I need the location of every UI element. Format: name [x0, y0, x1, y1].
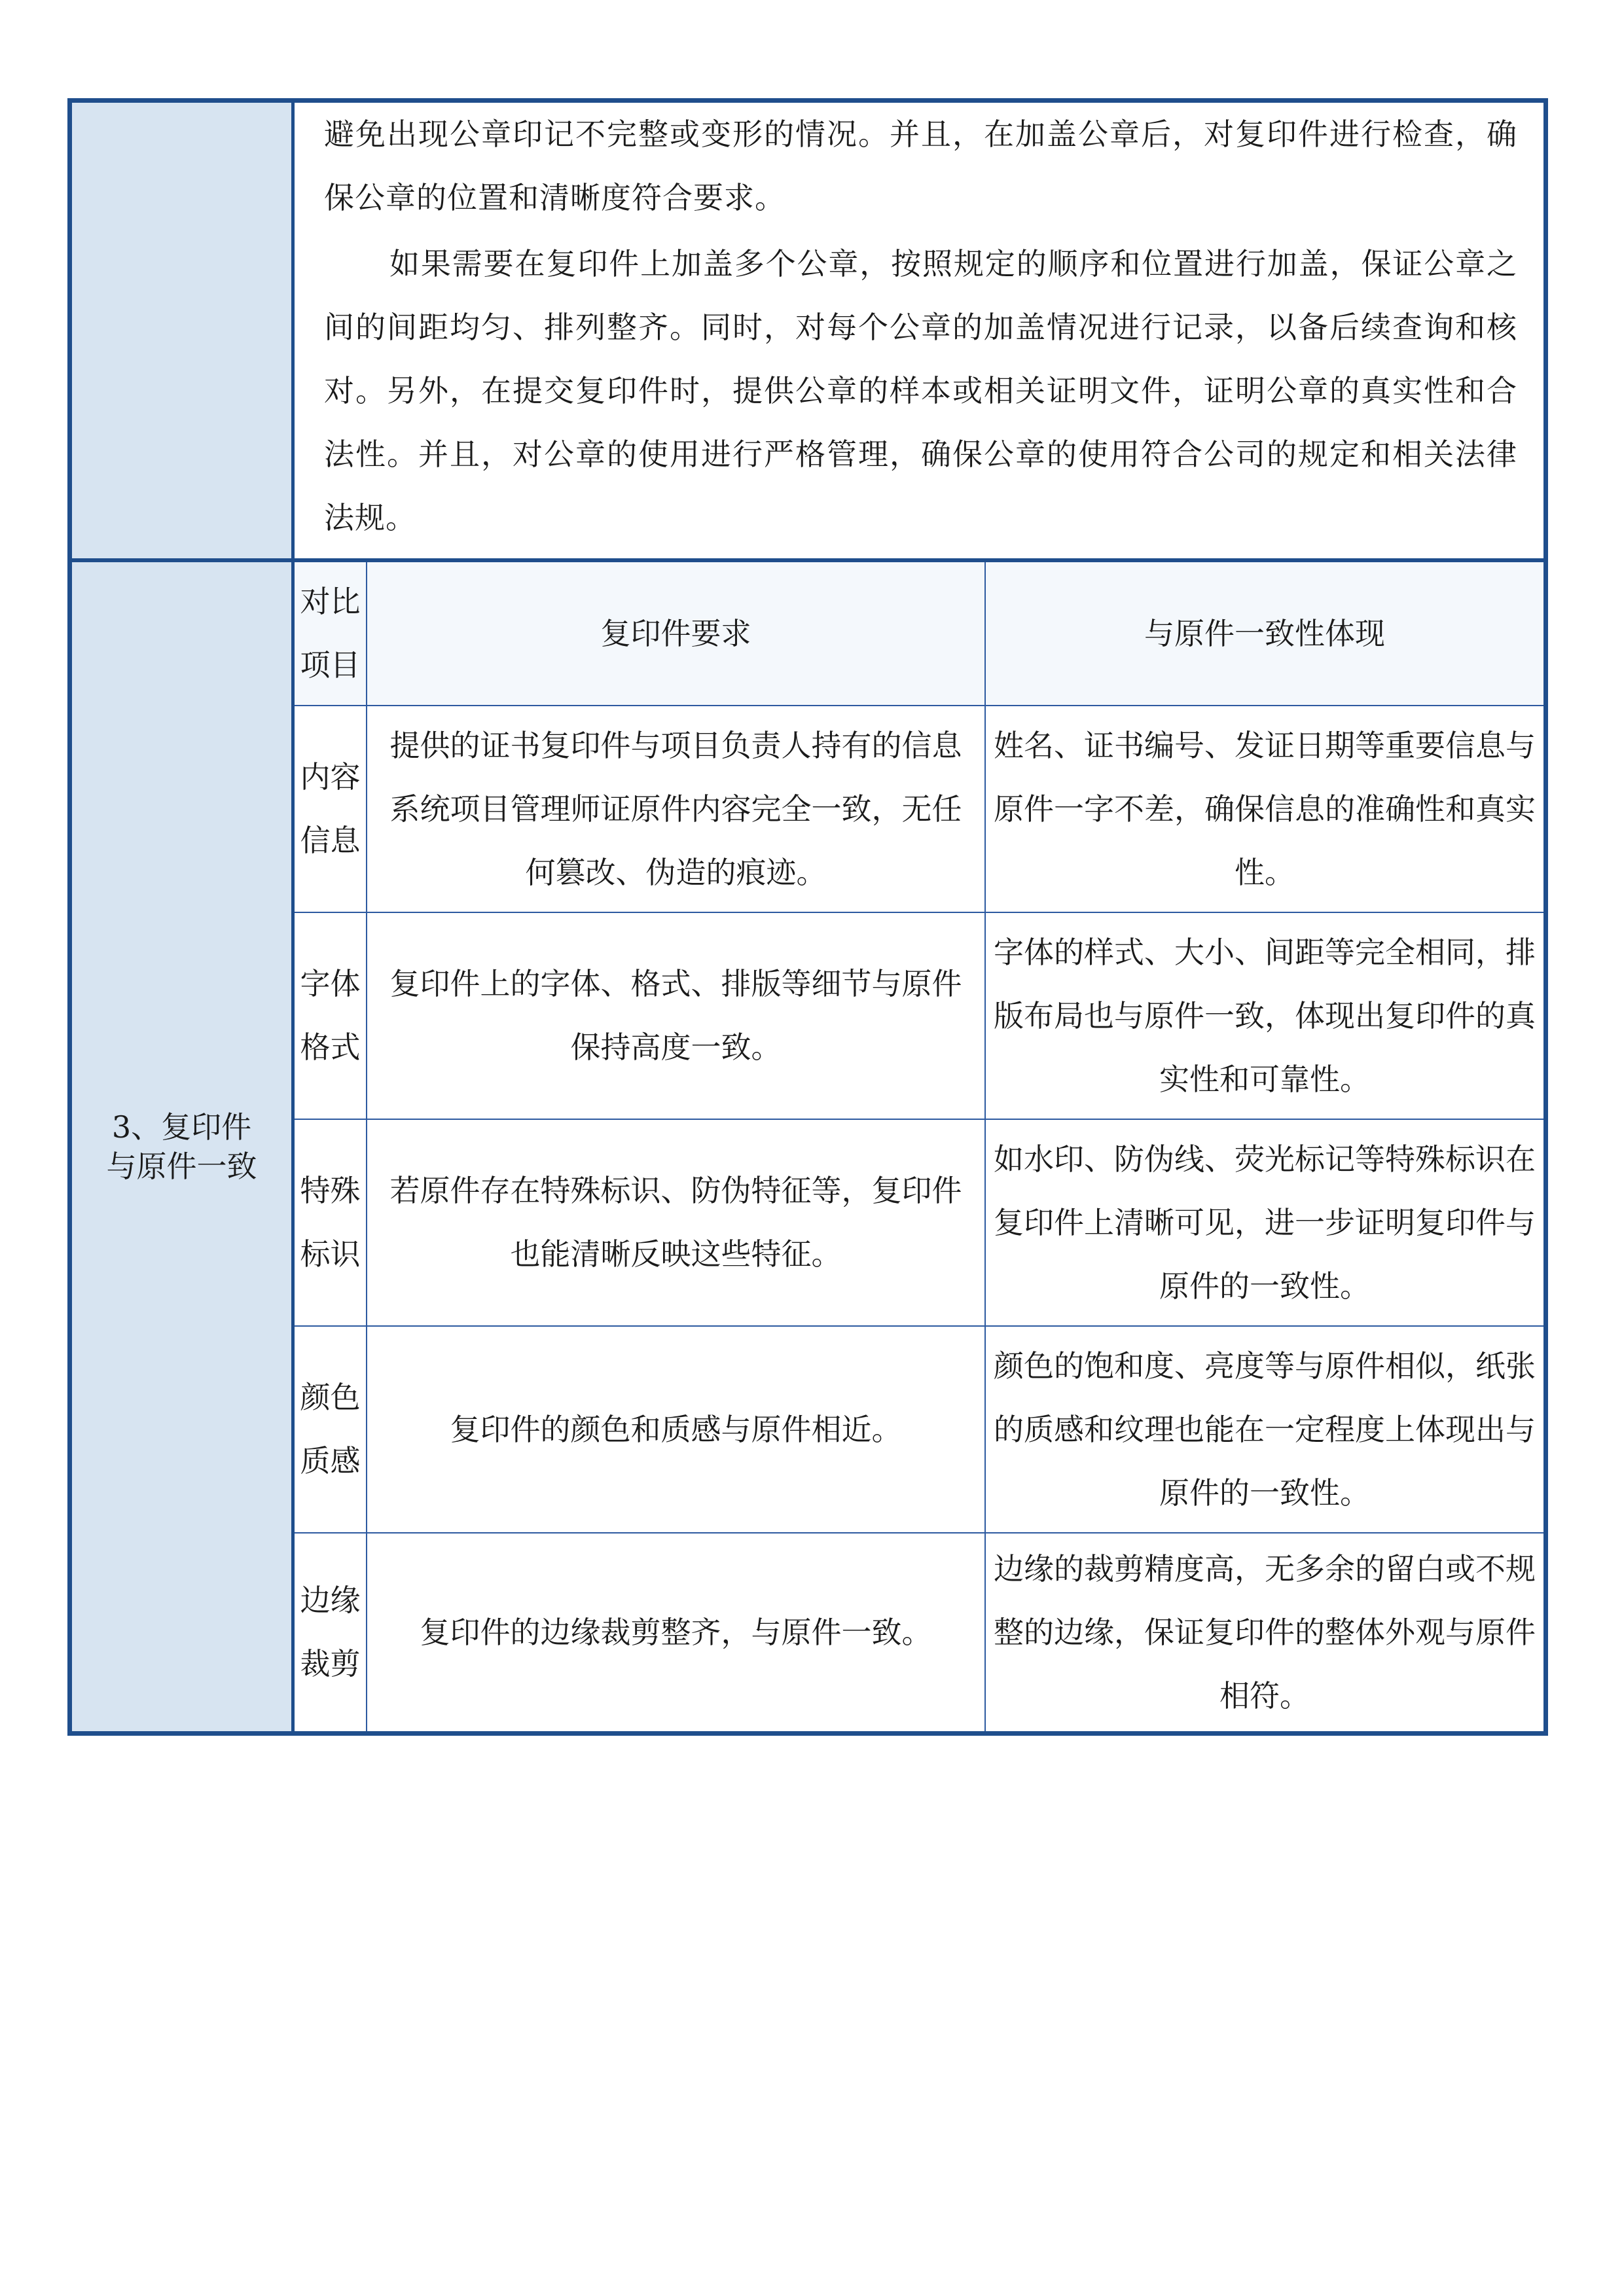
row2-label-cell — [72, 562, 295, 1731]
outer-table — [67, 98, 1548, 1736]
header-item-cell — [295, 562, 367, 705]
row-consistency-cell — [986, 913, 1543, 1119]
row-item: 特殊标识 — [300, 1173, 361, 1272]
row-consistency-cell — [986, 1534, 1543, 1731]
header-item: 对比项目 — [300, 584, 361, 683]
row-requirement: 若原件存在特殊标识、防伪特征等，复印件也能清晰反映这些特征。 — [389, 1173, 962, 1272]
row-consistency: 边缘的裁剪精度高，无多余的留白或不规整的边缘，保证复印件的整体外观与原件相符。 — [994, 1551, 1536, 1713]
row-item: 字体格式 — [300, 966, 361, 1065]
row-requirement-cell — [367, 1534, 986, 1731]
row-requirement-cell — [367, 706, 986, 912]
table-row — [295, 1120, 1543, 1327]
paragraph-multiple-stamps: 如果需要在复印件上加盖多个公章，按照规定的顺序和位置进行加盖，保证公章之间的间距均匀、排列整齐。同时，对每个公章的加盖情况进行记录，以备后续查询和核对。另外，在提交复印件时，提供公章的样本或相关证明文件，证明公章的真实性和合法性。并且，对公章的使用进行严格管理，确保公章的使用符合公司的规定和相关法律法规。 — [324, 246, 1517, 535]
row-requirement: 提供的证书复印件与项目负责人持有的信息系统项目管理师证原件内容完全一致，无任何篡改、伪造的痕迹。 — [389, 727, 962, 890]
table-row — [295, 706, 1543, 913]
row-item: 边缘裁剪 — [300, 1583, 361, 1681]
row-consistency-cell — [986, 706, 1543, 912]
row-item: 颜色质感 — [300, 1380, 361, 1479]
row-requirement-cell — [367, 1120, 986, 1325]
row-requirement-cell — [367, 1327, 986, 1532]
section-label-line1: 3、复印件 — [111, 1109, 252, 1145]
row-item-cell — [295, 1120, 367, 1325]
row-consistency: 如水印、防伪线、荧光标记等特殊标识在复印件上清晰可见，进一步证明复印件与原件的一致性。 — [994, 1141, 1536, 1304]
row-consistency: 姓名、证书编号、发证日期等重要信息与原件一字不差，确保信息的准确性和真实性。 — [994, 727, 1536, 890]
row-item-cell — [295, 913, 367, 1119]
table-row — [295, 1534, 1543, 1731]
row-item-cell — [295, 706, 367, 912]
row-item-cell — [295, 1534, 367, 1731]
row-item: 内容信息 — [300, 759, 361, 858]
table-row — [295, 1327, 1543, 1534]
header-consistency: 与原件一致性体现 — [1144, 615, 1385, 651]
row1-label-cell — [72, 103, 295, 558]
section-label-line2: 与原件一致 — [106, 1149, 257, 1184]
table-row — [295, 913, 1543, 1120]
row-requirement-cell — [367, 913, 986, 1119]
row-item-cell — [295, 1327, 367, 1532]
row-consistency-cell — [986, 1120, 1543, 1325]
row-requirement: 复印件的边缘裁剪整齐，与原件一致。 — [420, 1614, 932, 1650]
header-consistency-cell — [986, 562, 1543, 705]
row1-content-cell — [295, 103, 1543, 558]
row-requirement: 复印件的颜色和质感与原件相近。 — [450, 1411, 902, 1447]
header-requirement-cell — [367, 562, 986, 705]
row-consistency: 字体的样式、大小、间距等完全相同，排版布局也与原件一致，体现出复印件的真实性和可靠性。 — [994, 934, 1536, 1097]
row-consistency: 颜色的饱和度、亮度等与原件相似，纸张的质感和纹理也能在一定程度上体现出与原件的一致性。 — [994, 1348, 1536, 1511]
row-requirement: 复印件上的字体、格式、排版等细节与原件保持高度一致。 — [389, 966, 962, 1065]
paragraph-stamp-check: 避免出现公章印记不完整或变形的情况。并且，在加盖公章后，对复印件进行检查，确保公章的位置和清晰度符合要求。 — [324, 117, 1517, 215]
comparison-table — [295, 562, 1543, 1731]
row-consistency-cell — [986, 1327, 1543, 1532]
table-header-row — [295, 562, 1543, 706]
section-label — [72, 562, 291, 1731]
header-requirement: 复印件要求 — [600, 615, 751, 651]
